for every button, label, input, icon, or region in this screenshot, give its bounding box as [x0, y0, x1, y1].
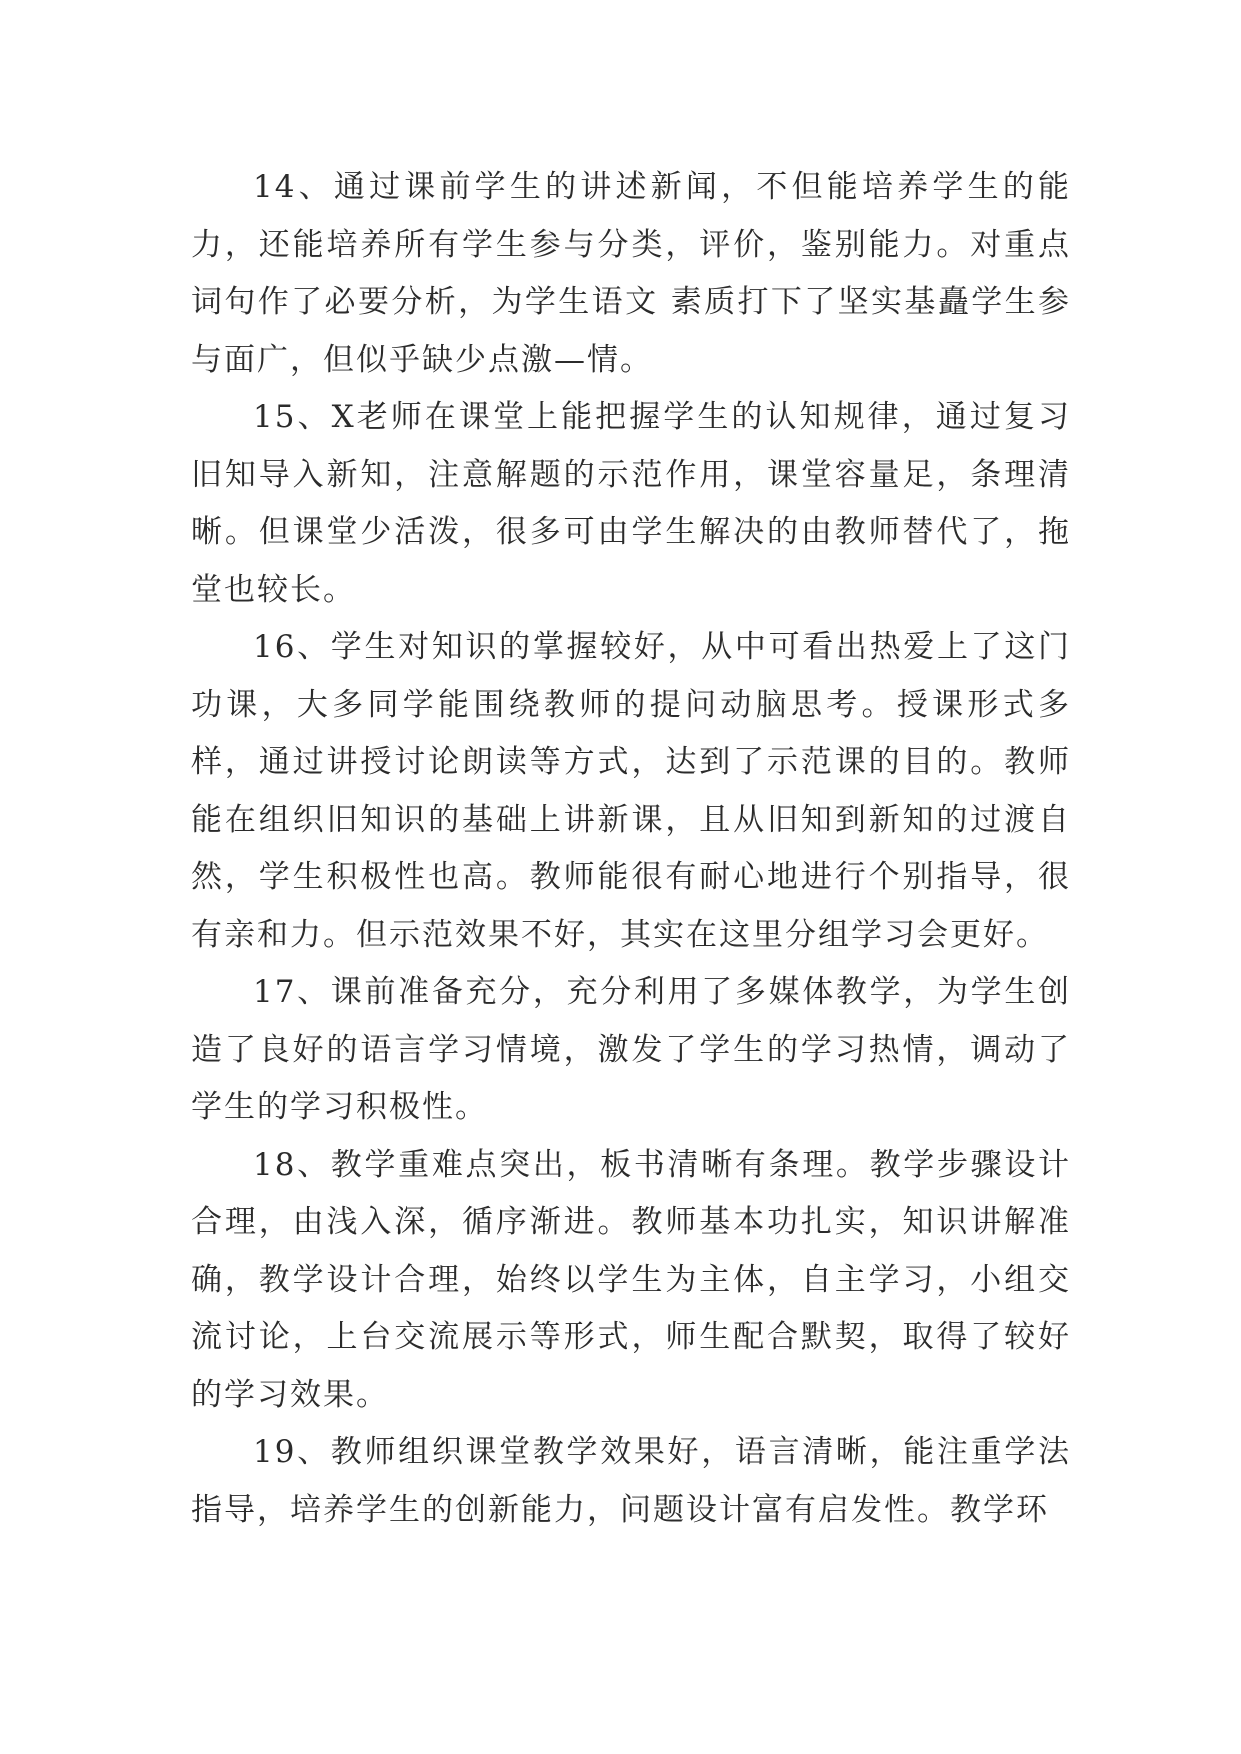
paragraph-17: 17、课前准备充分，充分利用了多媒体教学，为学生创造了良好的语言学习情境，激发了学生的学习热情，调动了学生的学习积极性。	[191, 974, 1071, 1125]
paragraph-18: 18、教学重难点突出，板书清晰有条理。教学步骤设计合理，由浅入深，循序渐进。教师基本功扎实，知识讲解准确，教学设计合理，始终以学生为主体，自主学习，小组交流讨论，上台交流展示等形式，师生配合默契，取得了较好的学习效果。	[191, 1146, 1071, 1413]
paragraph-19: 19、教师组织课堂教学效果好，语言清晰，能注重学法指导，培养学生的创新能力，问题设计富有启发性。教学环	[191, 1434, 1071, 1528]
paragraph-15: 15、X老师在课堂上能把握学生的认知规律，通过复习旧知导入新知，注意解题的示范作用，课堂容量足，条理清晰。但课堂少活泼，很多可由学生解决的由教师替代了，拖堂也较长。	[191, 399, 1071, 608]
paragraph-16: 16、学生对知识的掌握较好，从中可看出热爱上了这门功课，大多同学能围绕教师的提问动脑思考。授课形式多样，通过讲授讨论朗读等方式，达到了示范课的目的。教师能在组织旧知识的基础上讲新课，且从旧知到新知的过渡自然，学生积极性也高。教师能很有耐心地进行个别指导，很有亲和力。但示范效果不好，其实在这里分组学习会更好。	[191, 629, 1071, 953]
document-body	[191, 159, 1071, 1539]
paragraph-14: 14、通过课前学生的讲述新闻，不但能培养学生的能力，还能培养所有学生参与分类，评价，鉴别能力。对重点词句作了必要分析，为学生语文 素质打下了坚实基矗学生参与面广，但似乎缺少点激—情。	[191, 169, 1071, 378]
